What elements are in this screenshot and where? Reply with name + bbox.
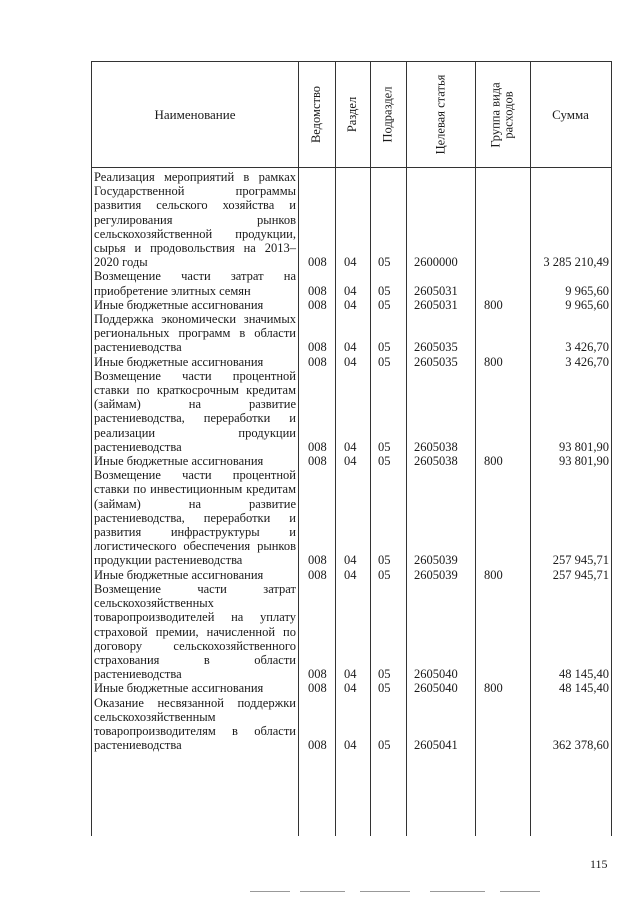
podrazdel-cell: 05 (378, 439, 391, 454)
table-row (92, 170, 611, 269)
header-podrazdel-label: Подраздел (380, 86, 395, 143)
razdel-cell: 04 (344, 255, 357, 270)
razdel-cell: 04 (344, 340, 357, 355)
razdel-cell: 04 (344, 667, 357, 682)
podrazdel-cell: 05 (378, 681, 391, 696)
row-name: Поддержка экономически значимых региональных программ в области растениеводства (94, 312, 296, 355)
podrazdel-cell: 05 (378, 283, 391, 298)
scan-artifact (360, 891, 410, 892)
header-gruppa (475, 62, 530, 167)
header-razdel (335, 62, 370, 167)
podrazdel-cell: 05 (378, 454, 391, 469)
header-gruppa-line2: расходов (501, 90, 516, 139)
summa-cell: 3 285 210,49 (543, 255, 609, 270)
header-vedomstvo-label: Ведомство (309, 85, 323, 144)
celevaya-cell: 2605035 (414, 354, 458, 369)
podrazdel-cell: 05 (378, 567, 391, 582)
table-row (92, 355, 611, 369)
table-row (92, 269, 611, 297)
table-row (92, 312, 611, 355)
scan-artifact (500, 891, 540, 892)
row-name: Возмещение части процентной ставки по краткосрочным кредитам (займам) на развитие растениеводства, переработки и реализации продукции растениеводства (94, 368, 296, 454)
gruppa-cell: 800 (484, 681, 503, 696)
celevaya-cell: 2605038 (414, 439, 458, 454)
table-row (92, 582, 611, 681)
header-vedomstvo (298, 62, 335, 167)
table-row (92, 681, 611, 695)
header-gruppa-label (490, 82, 516, 147)
gruppa-cell: 800 (484, 354, 503, 369)
vedomstvo-cell: 008 (308, 567, 327, 582)
header-razdel-label: Раздел (345, 96, 360, 133)
row-name: Возмещение части затрат сельскохозяйственных товаропроизводителей на уплату страховой премии, начисленной по договору сельскохозяйственного страхования в области растениеводства (94, 581, 296, 682)
celevaya-cell: 2605040 (414, 681, 458, 696)
celevaya-cell: 2605039 (414, 553, 458, 568)
celevaya-cell: 2605038 (414, 454, 458, 469)
vedomstvo-cell: 008 (308, 553, 327, 568)
razdel-cell: 04 (344, 283, 357, 298)
gruppa-cell: 800 (484, 454, 503, 469)
row-name: Иные бюджетные ассигнования (94, 354, 264, 369)
celevaya-cell: 2600000 (414, 255, 458, 270)
header-summa-label: Сумма (552, 106, 589, 122)
table-row (92, 468, 611, 567)
celevaya-cell: 2605039 (414, 567, 458, 582)
page-number: 115 (590, 857, 608, 871)
row-name: Иные бюджетные ассигнования (94, 567, 264, 582)
razdel-cell: 04 (344, 454, 357, 469)
celevaya-cell: 2605035 (414, 340, 458, 355)
header-podrazdel (370, 62, 406, 167)
summa-cell: 93 801,90 (559, 454, 609, 469)
celevaya-cell: 2605040 (414, 667, 458, 682)
razdel-cell: 04 (344, 681, 357, 696)
razdel-cell: 04 (344, 738, 357, 753)
summa-cell: 9 965,60 (565, 283, 609, 298)
gruppa-cell: 800 (484, 567, 503, 582)
podrazdel-cell: 05 (378, 553, 391, 568)
table-row (92, 298, 611, 312)
header-name-label: Наименование (154, 106, 236, 122)
table-row (92, 696, 611, 753)
table-body (92, 170, 611, 752)
row-name: Иные бюджетные ассигнования (94, 454, 264, 469)
scan-artifact (250, 891, 290, 892)
summa-cell: 257 945,71 (552, 553, 609, 568)
summa-cell: 3 426,70 (565, 340, 609, 355)
table-row (92, 568, 611, 582)
podrazdel-cell: 05 (378, 738, 391, 753)
header-celevaya-label: Целевая статья (433, 74, 448, 155)
row-name: Реализация мероприятий в рамках Государственной программы развития сельского хозяйства и регулирования рынков сельскохозяйственной продукции, сырья и продовольствия на 2013–2020 годы (94, 170, 296, 270)
summa-cell: 257 945,71 (552, 567, 609, 582)
vedomstvo-cell: 008 (308, 738, 327, 753)
vedomstvo-cell: 008 (308, 340, 327, 355)
razdel-cell: 04 (344, 354, 357, 369)
row-name: Возмещение части затрат на приобретение элитных семян (94, 269, 296, 298)
podrazdel-cell: 05 (378, 340, 391, 355)
table-row (92, 369, 611, 454)
vedomstvo-cell: 008 (308, 354, 327, 369)
razdel-cell: 04 (344, 567, 357, 582)
row-name: Иные бюджетные ассигнования (94, 297, 264, 312)
header-gruppa-line1: Группа вида (488, 81, 503, 148)
row-name: Оказание несвязанной поддержки сельскохозяйственным товаропроизводителям в области растениеводства (94, 695, 296, 753)
celevaya-cell: 2605031 (414, 283, 458, 298)
razdel-cell: 04 (344, 439, 357, 454)
vedomstvo-cell: 008 (308, 454, 327, 469)
summa-cell: 362 378,60 (552, 738, 609, 753)
header-divider (92, 167, 611, 168)
scan-artifact (430, 891, 485, 892)
vedomstvo-cell: 008 (308, 667, 327, 682)
summa-cell: 3 426,70 (565, 354, 609, 369)
vedomstvo-cell: 008 (308, 439, 327, 454)
razdel-cell: 04 (344, 553, 357, 568)
vedomstvo-cell: 008 (308, 681, 327, 696)
summa-cell: 93 801,90 (559, 439, 609, 454)
vedomstvo-cell: 008 (308, 297, 327, 312)
table-row (92, 454, 611, 468)
summa-cell: 48 145,40 (559, 667, 609, 682)
vedomstvo-cell: 008 (308, 283, 327, 298)
podrazdel-cell: 05 (378, 255, 391, 270)
celevaya-cell: 2605041 (414, 738, 458, 753)
vedomstvo-cell: 008 (308, 255, 327, 270)
podrazdel-cell: 05 (378, 297, 391, 312)
budget-table (91, 61, 612, 836)
podrazdel-cell: 05 (378, 667, 391, 682)
scan-artifact (300, 891, 345, 892)
celevaya-cell: 2605031 (414, 297, 458, 312)
razdel-cell: 04 (344, 297, 357, 312)
row-name: Иные бюджетные ассигнования (94, 681, 264, 696)
row-name: Возмещение части процентной ставки по инвестиционным кредитам (займам) на развитие растениеводства, переработки и развития инфраструктуры и логистического обеспечения рынков продукции растениеводства (94, 468, 296, 568)
podrazdel-cell: 05 (378, 354, 391, 369)
gruppa-cell: 800 (484, 297, 503, 312)
header-summa (530, 62, 611, 167)
header-celevaya (406, 62, 475, 167)
summa-cell: 48 145,40 (559, 681, 609, 696)
header-name (92, 62, 298, 167)
summa-cell: 9 965,60 (565, 297, 609, 312)
